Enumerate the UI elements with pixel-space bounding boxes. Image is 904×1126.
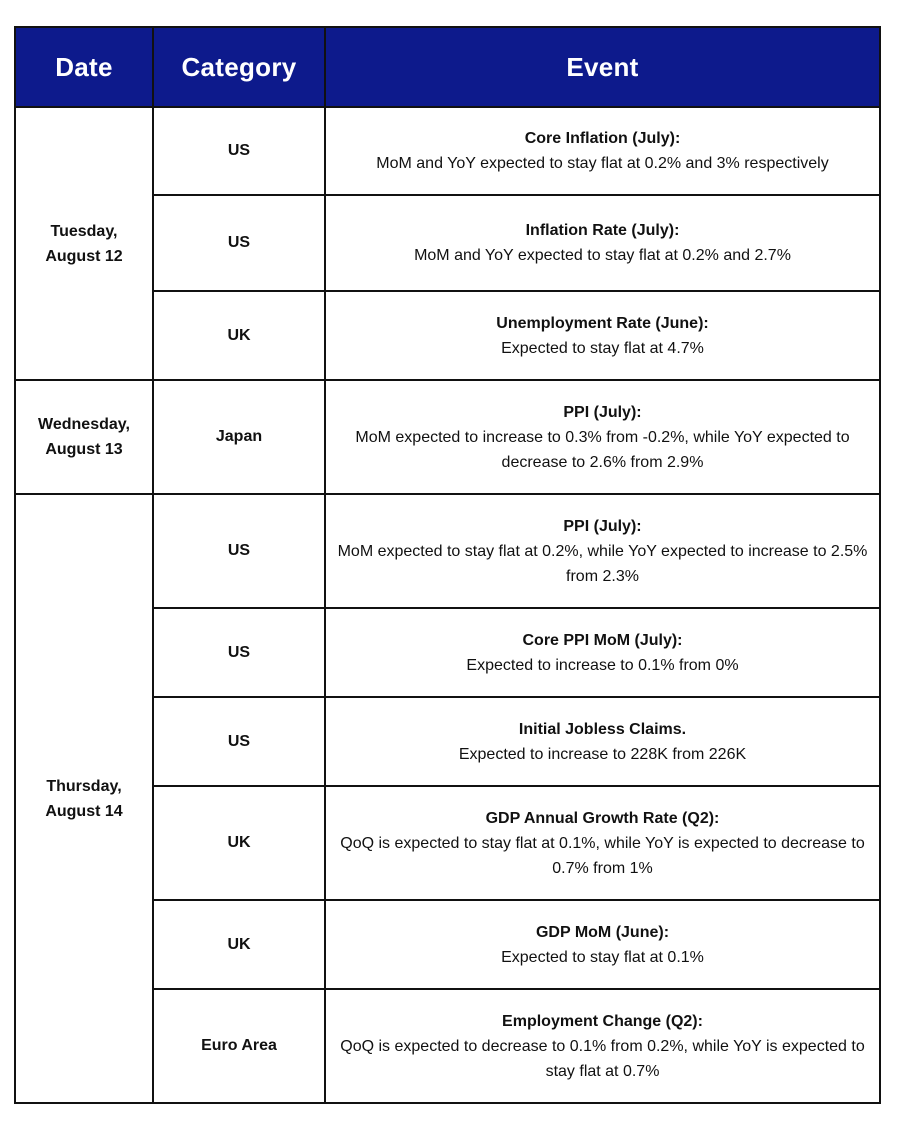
date-cell [15,494,153,1103]
event-title: PPI (July): [563,403,642,421]
header-category: Category [153,27,325,107]
category-cell: US [153,697,325,786]
day-label: Tuesday, [50,222,118,240]
event-cell [325,291,880,380]
table-row [15,380,880,494]
event-description: QoQ is expected to decrease to 0.1% from 0.2%, while YoY is expected to stay flat at 0.7% [340,1037,865,1080]
event-title: PPI (July): [563,517,642,535]
event-title: Inflation Rate (July): [525,222,680,239]
event-description: Expected to stay flat at 0.1% [501,948,704,966]
date-label: August 14 [45,802,123,820]
event-cell [325,608,880,697]
event-cell [325,195,880,291]
date-cell [15,380,153,494]
date-label: August 13 [45,441,123,458]
event-cell [325,494,880,608]
event-cell [325,697,880,786]
table-row [15,107,880,195]
day-label: Wednesday, [38,416,130,433]
category-cell: US [153,195,325,291]
event-description: Expected to increase to 228K from 226K [458,745,747,763]
event-title: Unemployment Rate (June): [496,314,709,332]
event-title: Core PPI MoM (July): [522,631,683,649]
event-description: MoM and YoY expected to stay flat at 0.2% and 3% respectively [376,155,829,172]
table-row [15,494,880,608]
event-title: Initial Jobless Claims. [518,720,687,738]
header-date: Date [15,27,153,107]
category-cell: UK [153,291,325,380]
category-cell: UK [153,900,325,989]
event-cell [325,989,880,1103]
event-title: Employment Change (Q2): [502,1012,703,1030]
event-title: GDP Annual Growth Rate (Q2): [485,809,720,827]
event-cell [325,380,880,494]
category-cell: US [153,107,325,195]
category-cell: US [153,494,325,608]
event-cell [325,786,880,900]
event-cell [325,107,880,195]
date-cell [15,107,153,380]
event-cell [325,900,880,989]
date-label: August 12 [45,247,123,265]
category-cell: Euro Area [153,989,325,1103]
table-header [15,27,880,107]
event-description: Expected to increase to 0.1% from 0% [466,656,739,674]
day-label: Thursday, [46,777,122,795]
category-cell: Japan [153,380,325,494]
table-body [15,107,880,1103]
event-title: Core Inflation (July): [524,130,681,147]
event-description: QoQ is expected to stay flat at 0.1%, while YoY is expected to decrease to 0.7% from 1% [340,834,865,877]
event-title: GDP MoM (June): [535,923,670,941]
category-cell: US [153,608,325,697]
event-description: MoM expected to stay flat at 0.2%, while YoY expected to increase to 2.5% from 2.3% [337,542,868,585]
category-cell: UK [153,786,325,900]
event-description: Expected to stay flat at 4.7% [501,339,704,357]
header-row [15,27,880,107]
economic-calendar-table [14,26,881,1104]
event-description: MoM and YoY expected to stay flat at 0.2% and 2.7% [414,247,791,264]
event-description: MoM expected to increase to 0.3% from -0.2%, while YoY expected to decrease to 2.6% from 2.9% [355,428,850,471]
header-event: Event [325,27,880,107]
